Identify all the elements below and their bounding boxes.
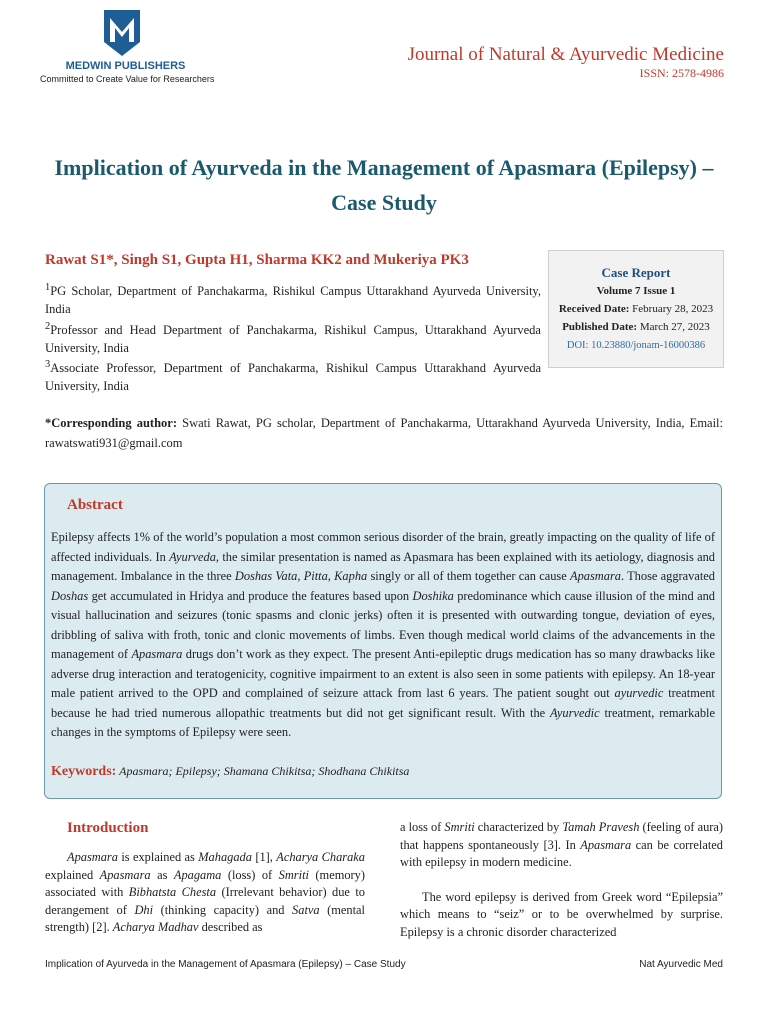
introduction-paragraph-1-continued: a loss of Smriti characterized by Tamah Pravesh (feeling of aura) that happens spontaneously [3]. In Apasmara can be correlated with epilepsy in modern medicine. [400, 820, 724, 869]
abstract-heading: Abstract [67, 497, 123, 513]
footer-article-title: Implication of Ayurveda in the Management of Apasmara (Epilepsy) – Case Study [45, 959, 406, 970]
journal-issn: ISSN: 2578-4986 [639, 66, 724, 80]
corresponding-author: *Corresponding author: Swati Rawat, PG scholar, Department of Panchakarma, Uttarakhand Ayurveda University, India, Email: rawatswati931@gmail.com [45, 416, 724, 450]
keywords: Keywords: Apasmara; Epilepsy; Shamana Chikitsa; Shodhana Chikitsa [51, 764, 410, 779]
affiliation-1: $^1$PG Scholar, Department of Panchakarma, Rishikul Campus Uttarakhand Ayurveda University, India [45, 282, 541, 317]
author-list: Rawat S1*, Singh S1, Gupta H1, Sharma KK2 and Mukeriya PK3 [45, 252, 469, 268]
footer-journal-abbrev: Nat Ayurvedic Med [639, 959, 723, 970]
introduction-paragraph-2: The word epilepsy is derived from Greek word “Epilepsia” which means to “seiz” or to be overwhelmed by surprise. Epilepsy is a chronic disorder characterized [400, 889, 723, 939]
introduction-paragraph-1: Apasmara is explained as Mahagada [1], Acharya Charaka explained Apasmara as Apagama (loss) of Smriti (memory) associated with Bibhatsta Chesta (Irrelevant behavior) due to derangement of Dhi (thinking capacity) and Satva (mental strength) [2]. Acharya Madhav described as [45, 850, 365, 934]
volume-issue: Volume 7 Issue 1 [596, 285, 676, 297]
published-date: Published Date: March 27, 2023 [562, 321, 710, 333]
paper-title-line-1: Implication of Ayurveda in the Management of Apasmara (Epilepsy) – [54, 155, 714, 180]
publisher-tagline: Committed to Create Value for Researchers [40, 74, 215, 84]
publisher-name: MEDWIN PUBLISHERS [65, 60, 186, 72]
article-type: Case Report [601, 265, 671, 280]
introduction-right-column [400, 819, 723, 941]
doi-link[interactable]: DOI: 10.23880/jonam-16000386 [566, 340, 706, 351]
medwin-logo-icon [100, 8, 144, 58]
publisher-logo [38, 8, 228, 88]
case-report-box [548, 250, 724, 368]
introduction-heading: Introduction [67, 820, 149, 836]
introduction-left-column [45, 849, 365, 937]
paper-title [30, 150, 738, 220]
abstract-box [44, 483, 722, 799]
affiliation-2: $^2$Professor and Head Department of Panchakarma, Rishikul Campus, Uttarakhand Ayurveda University, India [45, 321, 541, 356]
abstract-text: Epilepsy affects 1% of the world’s population a most common serious disorder of the brain, greatly impacting on the quality of life of affected individuals. In Ayurveda, the similar presentation is named as Apasmara has been explained with its aetiology, diagnosis and management. Imbalance in the three Doshas Vata, Pitta, Kapha singly or all of them together can cause Apasmara. Those aggravated Doshas get accumulated in Hridya and produce the features based upon Doshika predominance which cause illusion of the mind and visual hallucination and seizures (tonic spasms and clonic jerks) often it is presented with outwarding tongue, deviation of eyes, dribbling of saliva with froth, tonic and clonic movements of limbs. Even though medical world claims of the advancements in the management of Apasmara drugs don’t work as they expect. The present Anti-epileptic drugs medication has so many drawbacks like adverse drug interaction and teratogenicity, cognitive impairment to an extent is also seen in some patients with epilepsy. An 18-year male patient arrived to the OPD and complained of seizure attack from last 6 years. The patient sought out ayurvedic treatment because he had tried numerous allopathic treatments but did not get significant result. With the Ayurvedic treatment, remarkable changes in the symptoms of Epilepsy were seen. [51, 530, 716, 739]
journal-title: Journal of Natural & Ayurvedic Medicine [407, 44, 724, 65]
paper-title-line-2: Case Study [331, 190, 437, 216]
received-date: Received Date: February 28, 2023 [558, 303, 714, 315]
affiliation-3: $^3$Associate Professor, Department of Panchakarma, Rishikul Campus Uttarakhand Ayurveda University, India [45, 359, 541, 394]
